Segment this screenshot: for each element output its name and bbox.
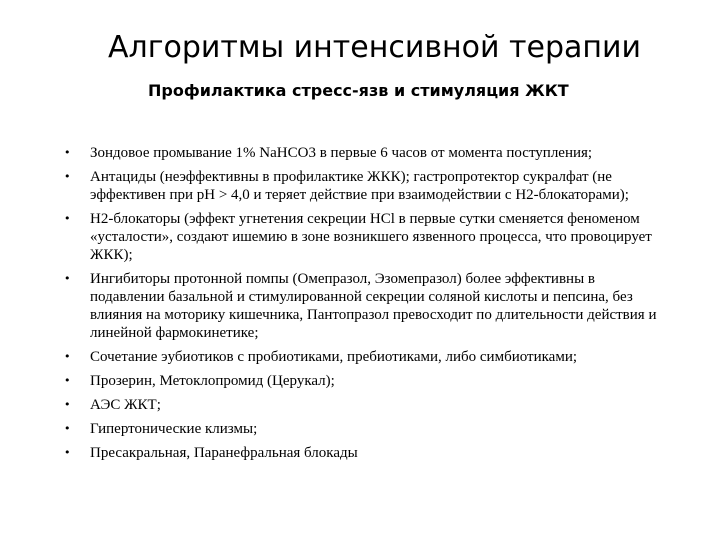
bullet-item	[64, 210, 664, 264]
bullet-item	[64, 444, 664, 462]
bullet-text: АЭС ЖКТ;	[90, 397, 161, 413]
bullet-icon: •	[64, 170, 71, 183]
bullet-item	[64, 144, 664, 162]
bullet-icon: •	[64, 422, 71, 435]
bullet-list	[64, 144, 664, 468]
bullet-text: Гипертонические клизмы;	[90, 421, 258, 437]
bullet-item	[64, 270, 664, 342]
bullet-item	[64, 348, 664, 366]
bullet-text: Ингибиторы протонной помпы (Омепразол, Эзомепразол) более эффективны в подавлении базальной и стимулированной секреции соляной кислоты и пепсина, без влияния на моторику кишечника, Пантопразол превосходит по длительности действия и линейной фармокинетике;	[90, 271, 657, 341]
bullet-icon: •	[64, 374, 71, 387]
bullet-text: Н2-блокаторы (эффект угнетения секреции HCl в первые сутки сменяется феноменом «усталости», создают ишемию в зоне возникшего язвенного процесса, что провоцирует ЖКК);	[90, 211, 652, 263]
bullet-icon: •	[64, 212, 71, 225]
bullet-icon: •	[64, 398, 71, 411]
bullet-icon: •	[64, 350, 71, 363]
bullet-text: Сочетание эубиотиков с пробиотиками, пребиотиками, либо симбиотиками;	[90, 349, 578, 365]
bullet-text: Пресакральная, Паранефральная блокады	[90, 445, 358, 461]
bullet-item	[64, 372, 664, 390]
slide-subtitle: Профилактика стресс-язв и стимуляция ЖКТ	[148, 81, 569, 100]
bullet-item	[64, 168, 664, 204]
bullet-icon: •	[64, 272, 71, 285]
bullet-item	[64, 420, 664, 438]
slide-title: Алгоритмы интенсивной терапии	[108, 30, 641, 65]
bullet-text: Зондовое промывание 1% NaHCO3 в первые 6 часов от момента поступления;	[90, 145, 593, 161]
bullet-item	[64, 396, 664, 414]
bullet-text: Антациды (неэффективны в профилактике ЖКК); гастропротектор сукралфат (не эффективен при pH > 4,0 и теряет действие при взаимодействии с Н2-блокаторами);	[90, 169, 629, 203]
bullet-text: Прозерин, Метоклопромид (Церукал);	[90, 373, 335, 389]
bullet-icon: •	[64, 146, 71, 159]
bullet-icon: •	[64, 446, 71, 459]
